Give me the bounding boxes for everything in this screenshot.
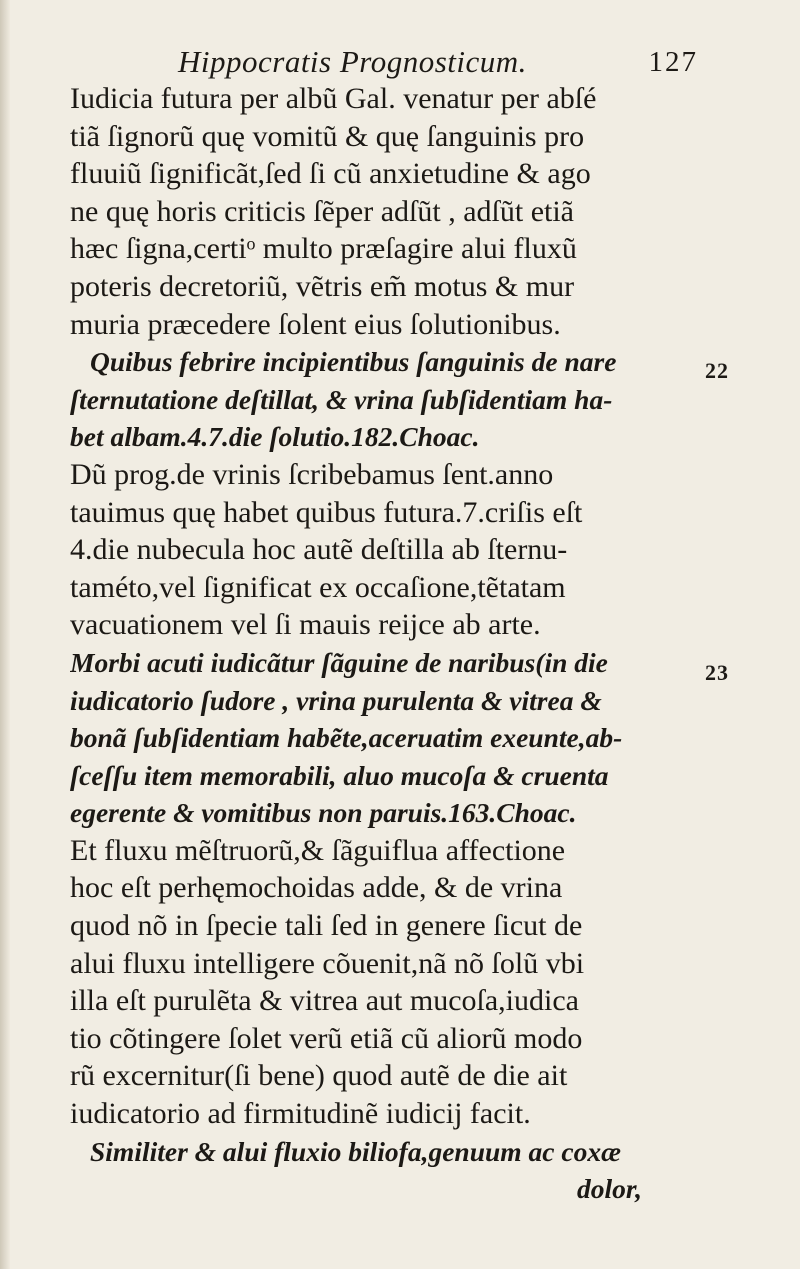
- text-line: tauimus quę habet quibus futura.7.criſis eſt: [70, 495, 583, 529]
- text-line: alui fluxu intelligere cõuenit,nã nõ ſolũ vbi: [70, 946, 585, 980]
- text-line: iudicatorio ad firmitudinẽ iudicij facit.: [70, 1097, 531, 1131]
- quoted-line: ſceſſu item memorabili, aluo mucoſa & cruenta: [70, 759, 609, 791]
- quoted-line: bonã ſubſidentiam habẽte,aceruatim exeunte,ab-: [70, 722, 623, 754]
- text-line: illa eſt purulẽta & vitrea aut mucoſa,iudica: [70, 984, 579, 1018]
- text-line: fluuiũ ſignificãt,ſed ſi cũ anxietudine & ago: [70, 157, 591, 191]
- page-number: 127: [648, 46, 698, 78]
- text-line: hæc ſigna,certiᵒ multo præſagire alui fluxũ: [70, 232, 577, 266]
- running-header: [178, 44, 698, 84]
- quoted-line: Morbi acuti iudicãtur ſãguine de naribus(in die: [70, 646, 608, 678]
- text-line: tio cõtingere ſolet verũ etiã cũ aliorũ modo: [70, 1021, 583, 1055]
- quoted-line: iudicatorio ſudore , vrina purulenta & vitrea &: [70, 684, 602, 716]
- page-gutter: [0, 0, 10, 1269]
- body-text: [70, 80, 670, 1208]
- margin-note: 23: [705, 660, 729, 685]
- quoted-line: egerente & vomitibus non paruis.163.Choac.: [70, 797, 577, 829]
- text-line: ne quę horis criticis ſẽper adſũt , adſũt etiã: [70, 194, 574, 228]
- margin-note: 22: [705, 358, 729, 383]
- text-line: taméto,vel ſignificat ex occaſione,tẽtatam: [70, 570, 566, 604]
- quoted-line: ſternutatione deſtillat, & vrina ſubſidentiam ha-: [70, 383, 613, 415]
- quoted-line: bet albam.4.7.die ſolutio.182.Choac.: [70, 421, 480, 453]
- quoted-line: Quibus febrire incipientibus ſanguinis de nare: [90, 346, 617, 378]
- running-title: Hippocratis Prognosticum.: [178, 44, 527, 79]
- text-line: Iudicia futura per albũ Gal. venatur per abſé: [70, 82, 597, 115]
- text-line: poteris decretoriũ, vẽtris em̃ motus & mur: [70, 269, 575, 303]
- catchword-line: dolor,: [577, 1173, 642, 1205]
- text-line: muria præcedere ſolent eius ſolutionibus.: [70, 307, 561, 341]
- text-line: rũ excernitur(ſi bene) quod autẽ de die ait: [70, 1059, 568, 1093]
- text-line: Dũ prog.de vrinis ſcribebamus ſent.anno: [70, 457, 554, 491]
- text-line: 4.die nubecula hoc autẽ deſtilla ab ſternu-: [70, 533, 568, 567]
- quoted-line: Similiter & alui fluxio biliofa,genuum ac coxæ: [90, 1135, 621, 1167]
- text-line: vacuationem vel ſi mauis reijce ab arte.: [70, 608, 541, 642]
- text-line: Et fluxu mẽſtruorũ,& ſãguiflua affectione: [70, 833, 566, 867]
- text-line: tiã ſignorũ quę vomitũ & quę ſanguinis pro: [70, 119, 585, 153]
- text-line: hoc eſt perhęmochoidas adde, & de vrina: [70, 871, 563, 905]
- text-line: quod nõ in ſpecie tali ſed in genere ſicut de: [70, 909, 583, 943]
